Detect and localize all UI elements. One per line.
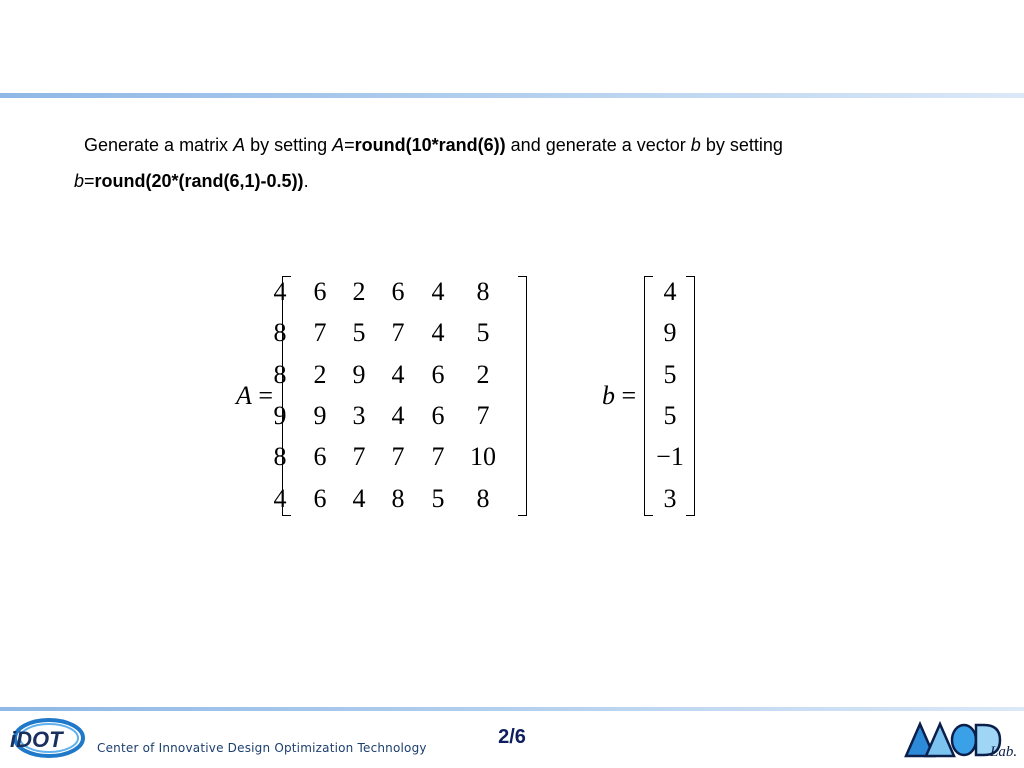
matrix-A-cell: 8 bbox=[476, 277, 490, 306]
aaod-lab-logo bbox=[902, 718, 1018, 762]
matrix-A-cell: 6 bbox=[313, 277, 327, 306]
matrix-A-cell: 4 bbox=[391, 400, 405, 430]
matrix-A-equation bbox=[236, 276, 536, 516]
matrix-A-cell: 6 bbox=[431, 359, 445, 389]
top-divider bbox=[0, 93, 1024, 98]
center-name: Center of Innovative Design Optimization Technology bbox=[97, 741, 427, 755]
page-number: 2/6 bbox=[498, 726, 526, 748]
vector-b-cell: 4 bbox=[663, 277, 677, 306]
intro-line-1: Generate a matrix A by setting A=round(10*rand(6)) and generate a vector b by setting bbox=[84, 135, 783, 155]
matrix-A-cell: 7 bbox=[313, 318, 327, 348]
matrix-A-cell: 5 bbox=[352, 318, 366, 348]
matrix-A-cell: 7 bbox=[391, 442, 405, 472]
matrix-A-cell: 7 bbox=[352, 442, 366, 472]
matrix-A-cell: 6 bbox=[313, 442, 327, 472]
matrix-A-cell: 4 bbox=[431, 318, 445, 348]
matrix-A-cell: 4 bbox=[273, 277, 287, 306]
vector-b-right-bracket bbox=[686, 276, 695, 516]
matrix-A-left-bracket bbox=[282, 276, 291, 516]
matrix-A-cell: 5 bbox=[431, 483, 445, 513]
code-b: round(20*(rand(6,1)-0.5)) bbox=[94, 171, 304, 191]
vector-b-equation bbox=[602, 276, 702, 516]
matrix-A-cell: 8 bbox=[273, 318, 287, 348]
matrix-A-cell: 7 bbox=[476, 400, 490, 430]
matrix-A-cell: 2 bbox=[352, 277, 366, 306]
matrix-A-cell: 2 bbox=[313, 359, 327, 389]
intro-text bbox=[74, 127, 974, 199]
matrix-A-cell: 4 bbox=[273, 483, 287, 513]
matrix-A-cell: 6 bbox=[391, 277, 405, 306]
matrix-A-cell: 4 bbox=[352, 483, 366, 513]
matrix-A-cell: 8 bbox=[273, 359, 287, 389]
vector-b-left-bracket bbox=[644, 276, 653, 516]
bottom-divider bbox=[0, 707, 1024, 711]
matrix-A-cell: 3 bbox=[352, 400, 366, 430]
vector-b-label: b = bbox=[602, 381, 637, 410]
matrix-A-cell: 2 bbox=[476, 359, 490, 389]
matrix-A-cell: 8 bbox=[391, 483, 405, 513]
matrix-A-cell: 9 bbox=[352, 359, 366, 389]
vector-b-cell: 5 bbox=[663, 400, 677, 430]
matrix-A-cell: 4 bbox=[391, 359, 405, 389]
matrix-A-cell: 9 bbox=[313, 400, 327, 430]
idot-logo-text: iDOT bbox=[10, 727, 63, 752]
vector-b-cell: 9 bbox=[663, 318, 677, 348]
matrix-A-cell: 8 bbox=[273, 442, 287, 472]
idot-logo bbox=[6, 716, 88, 762]
matrix-A-cell: 6 bbox=[431, 400, 445, 430]
vector-b-cell: 5 bbox=[663, 359, 677, 389]
code-A: round(10*rand(6)) bbox=[354, 135, 506, 155]
matrix-A-cell: 10 bbox=[470, 442, 496, 472]
matrix-A-cell: 8 bbox=[476, 483, 490, 513]
intro-line-2: b=round(20*(rand(6,1)-0.5)). bbox=[74, 171, 309, 191]
matrix-A-cell: 7 bbox=[391, 318, 405, 348]
matrix-A-cell: 7 bbox=[431, 442, 445, 472]
vector-b-cell: −1 bbox=[656, 442, 684, 472]
matrix-A-cell: 9 bbox=[273, 400, 287, 430]
matrix-A-cell: 6 bbox=[313, 483, 327, 513]
matrix-A-cell: 4 bbox=[431, 277, 445, 306]
aaod-lab-suffix: Lab. bbox=[990, 744, 1018, 760]
matrix-A-cell: 5 bbox=[476, 318, 490, 348]
vector-b-cell: 3 bbox=[663, 483, 677, 513]
matrix-A-right-bracket bbox=[518, 276, 527, 516]
matrix-A-label: A = bbox=[236, 381, 274, 410]
